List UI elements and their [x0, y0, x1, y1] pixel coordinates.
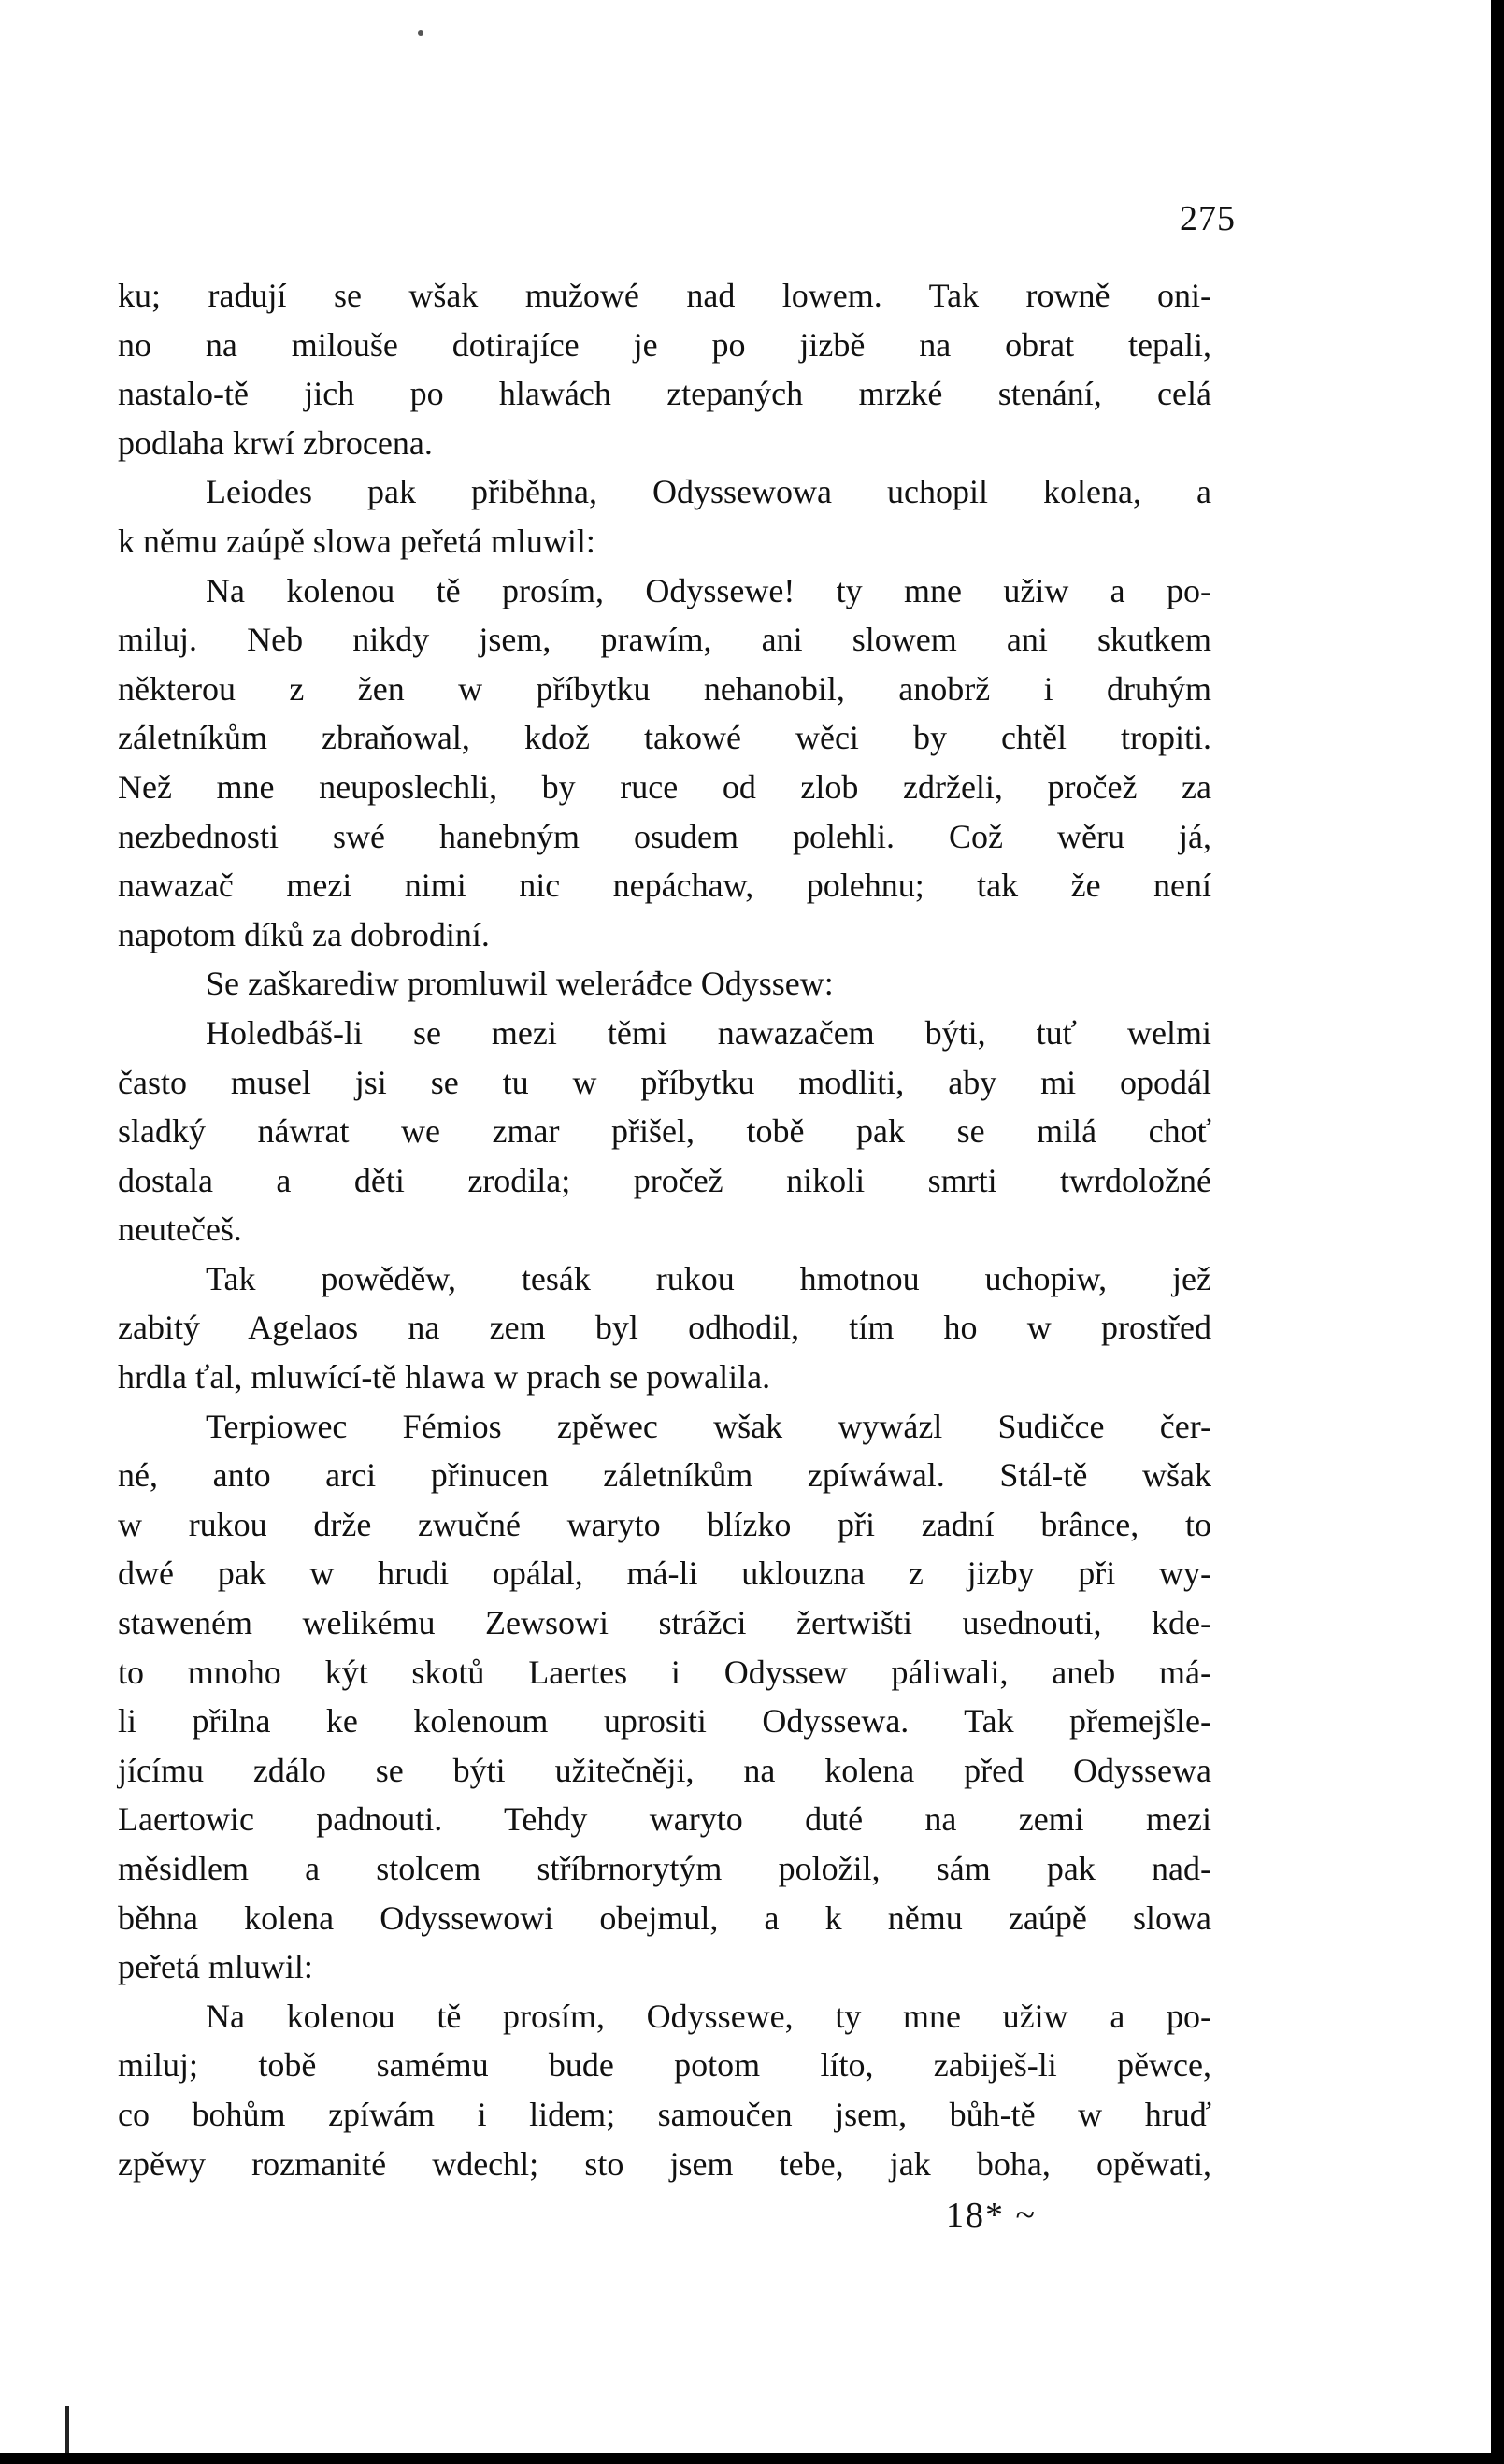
text-line: peřetá mluwil:: [118, 1948, 313, 1986]
text-line: zabitý Agelaos na zem byl odhodil, tím ho w prostřed: [118, 1309, 1211, 1347]
ink-speck: [418, 30, 423, 36]
text-line: Na kolenou tě prosím, Odyssewe! ty mne užiw a po-: [206, 571, 1211, 609]
text-line: dostala a děti zrodila; pročež nikoli smrti twrdoložné: [118, 1161, 1211, 1199]
text-line: sladký náwrat we zmar přišel, tobě pak se milá choť: [118, 1112, 1211, 1151]
text-line: Terpiowec Fémios zpěwec wšak wywázl Sudičce čer-: [206, 1407, 1211, 1445]
text-line: staweném welikému Zewsowi strážci žertwišti usednouti, kde-: [118, 1604, 1211, 1642]
text-line: často musel jsi se tu w příbytku modliti, aby mi opodál: [118, 1063, 1211, 1101]
text-line: Tak powěděw, tesák rukou hmotnou uchopiw, jež: [206, 1259, 1211, 1297]
text-line: měsidlem a stolcem stříbrnorytým položil, sám pak nad-: [118, 1850, 1211, 1887]
text-line: nawazač mezi nimi nic nepáchaw, polehnu; tak že není: [118, 867, 1211, 905]
text-line: co bohům zpíwám i lidem; samoučen jsem, bůh-tě w hruď: [118, 2095, 1211, 2133]
page-number: 275: [1180, 199, 1236, 238]
text-line: k němu zaúpě slowa peřetá mluwil:: [118, 522, 595, 560]
text-line: některou z žen w příbytku nehanobil, anobrž i druhým: [118, 669, 1211, 708]
text-line: no na milouše dotirajíce je po jizbě na obrat tepali,: [118, 325, 1211, 364]
text-line: li přilna ke kolenoum uprositi Odyssewa. Tak přemejšle-: [118, 1702, 1211, 1741]
text-line: né, anto arci přinucen záletníkům zpíwáwal. Stál-tě wšak: [118, 1456, 1211, 1495]
text-line: neutečeš.: [118, 1211, 242, 1249]
text-line: miluj; tobě samému bude potom líto, zabiješ-li pěwce,: [118, 2046, 1211, 2084]
body-text: [118, 271, 1211, 2188]
text-line: nastalo-tě jich po hlawách ztepaných mrzké stenání, celá: [118, 375, 1211, 413]
text-line: zpěwy rozmanité wdechl; sto jsem tebe, jak boha, opěwati,: [118, 2144, 1211, 2183]
text-line: Se zaškarediw promluwil weleráđce Odyssew:: [206, 965, 834, 1003]
text-line: dwé pak w hrudi opálal, má-li uklouzna z jizby při wy-: [118, 1554, 1211, 1593]
scan-border-right: [1491, 0, 1504, 2464]
text-line: hrdla ťal, mluwící-tě hlawa w prach se powalila.: [118, 1358, 771, 1397]
text-line: Na kolenou tě prosím, Odyssewe, ty mne užiw a po-: [206, 1997, 1211, 2035]
text-line: Holedbáš-li se mezi těmi nawazačem býti, tuť welmi: [206, 1013, 1211, 1052]
text-line: to mnoho kýt skotů Laertes i Odyssew páliwali, aneb má-: [118, 1653, 1211, 1691]
text-line: běhna kolena Odyssewowi obejmul, a k němu zaúpě slowa: [118, 1898, 1211, 1937]
text-line: nezbednosti swé hanebným osudem polehli. Což wěru já,: [118, 817, 1211, 855]
text-line: w rukou drže zwučné waryto blízko při zadní brânce, to: [118, 1505, 1211, 1543]
text-line: Než mne neuposlechli, by ruce od zlob zdrželi, pročež za: [118, 767, 1211, 806]
text-line: ku; radují se wšak mužowé nad lowem. Tak rowně oni-: [118, 277, 1211, 314]
text-line: jícímu zdálo se býti užitečněji, na kolena před Odyssewa: [118, 1751, 1211, 1789]
signature-mark: 18* ~: [946, 2196, 1038, 2235]
text-line: podlaha krwí zbrocena.: [118, 423, 433, 462]
scan-edge-mark: [65, 2406, 69, 2453]
text-line: napotom díků za dobrodiní.: [118, 915, 490, 953]
text-line: miluj. Neb nikdy jsem, prawím, ani slowem ani skutkem: [118, 621, 1211, 659]
text-line: Leiodes pak přiběhna, Odyssewowa uchopil kolena, a: [206, 473, 1211, 511]
text-line: Laertowic padnouti. Tehdy waryto duté na zemi mezi: [118, 1800, 1211, 1839]
text-line: záletníkům zbraňowal, kdož takowé wěci by chtěl tropiti.: [118, 719, 1211, 757]
scan-border-bottom: [0, 2453, 1504, 2464]
